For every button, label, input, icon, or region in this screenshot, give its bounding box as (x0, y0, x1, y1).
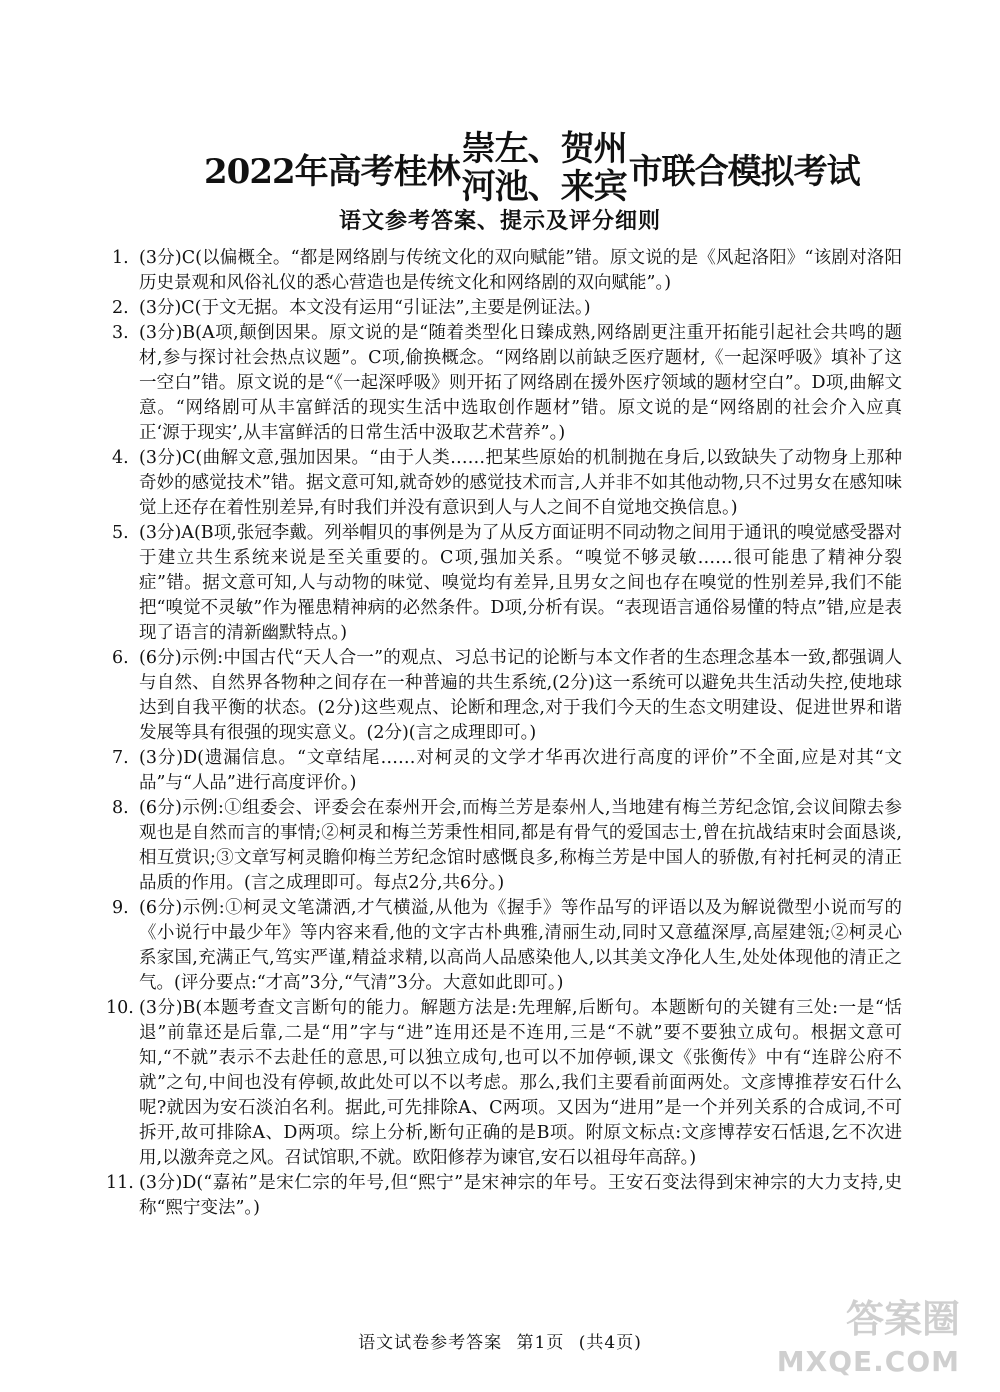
title-prefix: 2022年高考桂林 (204, 151, 460, 192)
answer-number: 10. (106, 998, 134, 1018)
answer-item (112, 246, 902, 296)
answer-item (112, 521, 902, 646)
answer-item (112, 446, 902, 521)
answer-text: (3分)B(本题考查文言断句的能力。解题方法是:先理解,后断句。本题断句的关键有三处:一是“恬退”前靠还是后靠,二是“用”字与“进”连用还是不连用,三是“不就”要不要独立成句。根据文意可知,“不就”表示不去赴任的意思,可以独立成句,也可以不加停顿,课文《张衡传》中有“连辟公府不就”之句,中间也没有停顿,故此处可以不以考虑。那么,我们主要看前面两处。文彦博推荐安石什么呢?就因为安石淡泊名利。据此,可先排除A、C两项。又因为“进用”是一个并列关系的合成词,不可拆开,故可排除A、D两项。综上分析,断句正确的是B项。附原文标点:文彦博荐安石恬退,乞不次进用,以激奔竞之风。召试馆职,不就。欧阳修荐为谏官,安石以祖母年高辞。) (139, 998, 902, 1168)
answer-item (112, 296, 902, 321)
answer-item (112, 646, 902, 746)
title-city-stack (462, 130, 627, 206)
answer-number: 11. (106, 1173, 134, 1193)
answer-item (112, 321, 902, 446)
answer-text: (3分)C(以偏概全。“都是网络剧与传统文化的双向赋能”错。原文说的是《风起洛阳》“该剧对洛阳历史景观和风俗礼仪的悉心营造也是传统文化和网络剧的双向赋能”。) (139, 248, 902, 293)
footer-subject: 语文试卷参考答案 (358, 1333, 503, 1353)
page-subtitle: 语文参考答案、提示及评分细则 (338, 209, 661, 234)
answer-number: 9. (112, 898, 129, 918)
answer-number: 3. (112, 323, 129, 343)
exam-title-row (204, 128, 860, 208)
answer-number: 6. (112, 648, 129, 668)
title-suffix: 市联合模拟考试 (628, 151, 860, 192)
answer-text: (6分)示例:①组委会、评委会在泰州开会,而梅兰芳是泰州人,当地建有梅兰芳纪念馆,会议间隙去参观也是自然而言的事情;②柯灵和梅兰芳秉性相同,都是有骨气的爱国志士,曾在抗战结束时会面恳谈,相互赏识;③文章写柯灵瞻仰梅兰芳纪念馆时感慨良多,称梅兰芳是中国人的骄傲,有衬托柯灵的清正品质的作用。(言之成理即可。每点2分,共6分。) (139, 798, 902, 893)
answer-list (106, 246, 902, 1221)
answer-item (112, 746, 902, 796)
footer-page-number: 第1页 (516, 1333, 565, 1353)
answer-text: (6分)示例:中国古代“天人合一”的观点、习总书记的论断与本文作者的生态理念基本一致,都强调人与自然、自然界各物种之间存在一种普遍的共生系统,(2分)这一系统可以避免共生活动失控,使地球达到自我平衡的状态。(2分)这些观点、论断和理念,对于我们今天的生态文明建设、促进世界和谐发展等具有很强的现实意义。(2分)(言之成理即可。) (139, 648, 902, 743)
answer-number: 7. (112, 748, 129, 768)
answer-text: (3分)C(于文无据。本文没有运用“引证法”,主要是例证法。) (139, 298, 591, 318)
watermark-logo: 答案圈 (845, 1297, 960, 1341)
answer-text: (3分)D(遗漏信息。“文章结尾……对柯灵的文学才华再次进行高度的评价”不全面,应是对其“文品”与“人品”进行高度评价。) (139, 748, 902, 793)
exam-title (0, 128, 1000, 208)
answer-text: (6分)示例:①柯灵文笔潇洒,才气横溢,从他为《握手》等作品写的评语以及为解说微型小说而写的《小说行中最少年》等内容来看,他的文字古朴典雅,清丽生动,同时又意蕴深厚,高屋建瓴;②柯灵心系家国,充满正气,笃实严谨,精益求精,以高尚人品感染他人,以其美文净化人生,处处体现他的清正之气。(评分要点:“才高”3分,“气清”3分。大意如此即可。) (139, 898, 902, 993)
answer-item (112, 896, 902, 996)
answer-text: (3分)C(曲解文意,强加因果。“由于人类……把某些原始的机制抛在身后,以致缺失了动物身上那种奇妙的感觉技术”错。据文意可知,就奇妙的感觉技术而言,人并非不如其他动物,只不过男女在感知味觉上还存在着性别差异,有时我们并没有意识到人与人之间不自觉地交换信息。) (139, 448, 902, 518)
answer-text: (3分)D(“嘉祐”是宋仁宗的年号,但“熙宁”是宋神宗的年号。王安石变法得到宋神宗的大力支持,史称“熙宁变法”。) (139, 1173, 902, 1218)
answer-number: 5. (112, 523, 129, 543)
answer-number: 1. (112, 248, 129, 268)
answer-text: (3分)A(B项,张冠李戴。列举帽贝的事例是为了从反方面证明不同动物之间用于通讯的嗅觉感受器对于建立共生系统来说是至关重要的。C项,强加关系。“嗅觉不够灵敏……很可能患了精神分裂症”错。据文意可知,人与动物的味觉、嗅觉均有差异,且男女之间也存在嗅觉的性别差异,我们不能把“嗅觉不灵敏”作为罹患精神病的必然条件。D项,分析有误。“表现语言通俗易懂的特点”错,应是表现了语言的清新幽默特点。) (139, 523, 902, 643)
title-cities-top: 崇左、贺州 (461, 129, 627, 169)
answer-number: 4. (112, 448, 129, 468)
answer-text: (3分)B(A项,颠倒因果。原文说的是“随着类型化日臻成熟,网络剧更注重开拓能引起社会共鸣的题材,参与探讨社会热点议题”。C项,偷换概念。“网络剧以前缺乏医疗题材,《一起深呼吸》填补了这一空白”错。原文说的是“《一起深呼吸》则开拓了网络剧在援外医疗领域的题材空白”。D项,曲解文意。“网络剧可从丰富鲜活的现实生活中选取创作题材”错。原文说的是“网络剧的社会介入应真正‘源于现实’,从丰富鲜活的日常生活中汲取艺术营养”。) (139, 323, 902, 443)
answer-item (112, 796, 902, 896)
answer-number: 2. (112, 298, 129, 318)
footer-total-pages: (共4页) (578, 1333, 642, 1353)
watermark-url: MXQE.COM (776, 1345, 960, 1378)
answer-item (106, 996, 902, 1171)
answer-number: 8. (112, 798, 129, 818)
title-cities-bottom: 河池、来宾 (461, 167, 627, 207)
answer-item (106, 1171, 902, 1221)
